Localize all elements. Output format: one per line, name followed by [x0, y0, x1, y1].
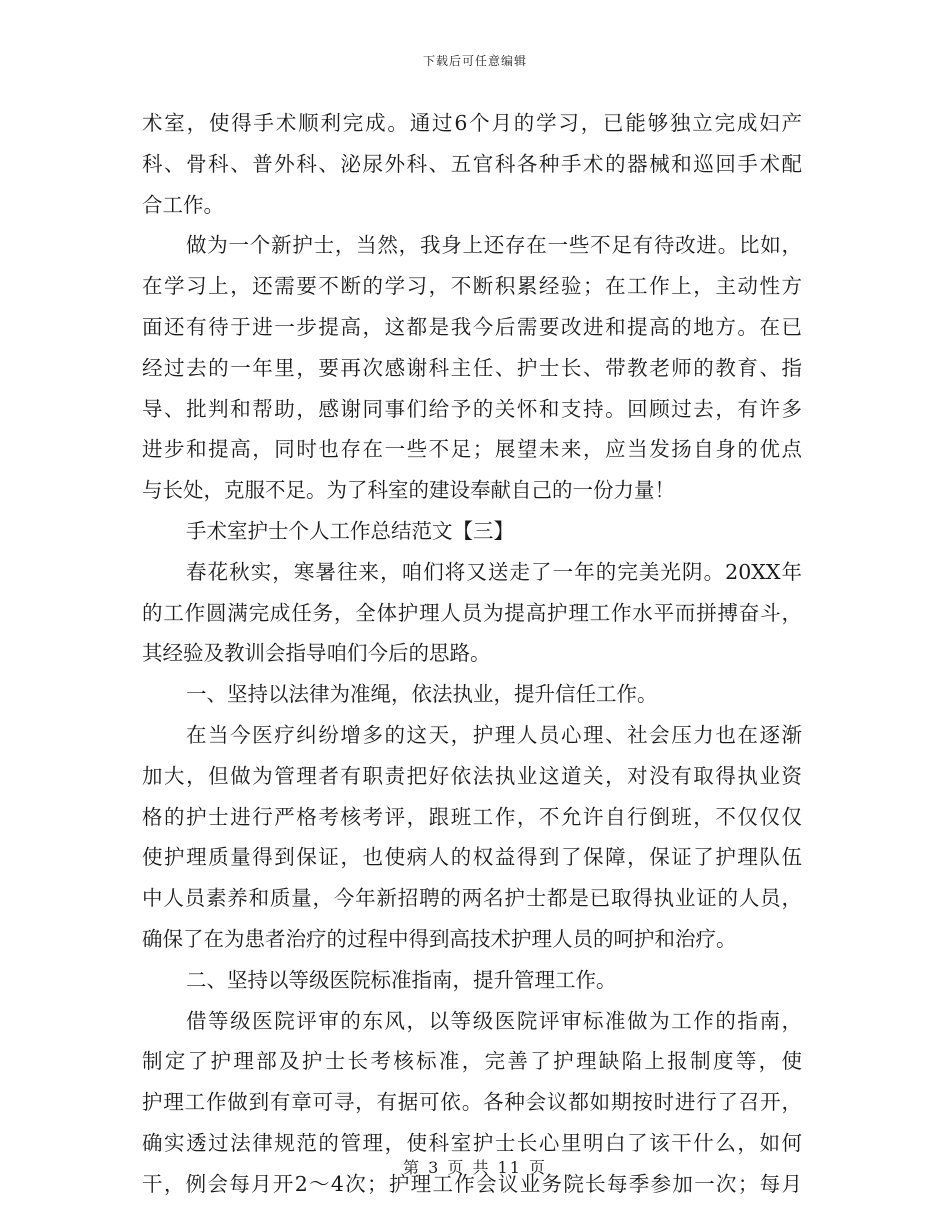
- body-text-line: 其经验及教训会指导咱们今后的思路。: [142, 641, 491, 666]
- body-text-line: 格的护士进行严格考核考评，跟班工作，不允许自行倒班，不仅仅仅: [142, 804, 802, 829]
- body-text-line: 的工作圆满完成任务，全体护理人员为提高护理工作水平而拼搏奋斗，: [142, 600, 802, 625]
- body-text-line: 中人员素养和质量，今年新招聘的两名护士都是已取得执业证的人员，: [142, 886, 802, 911]
- body-text-line: 二、坚持以等级医院标准指南，提升管理工作。: [186, 967, 617, 992]
- body-text-line: 与长处，克服不足。为了科室的建设奉献自己的一份力量！: [142, 478, 675, 503]
- body-text-line: 做为一个新护士，当然，我身上还存在一些不足有待改进。比如，: [186, 233, 802, 258]
- body-text-line: 一、坚持以法律为准绳，依法执业，提升信任工作。: [186, 682, 658, 707]
- body-text-line: 护理工作做到有章可寻，有据可依。各种会议都如期按时进行了召开，: [142, 1090, 802, 1115]
- body-text-line: 进步和提高，同时也存在一些不足；展望未来，应当发扬自身的优点: [142, 437, 802, 462]
- body-text-line: 科、骨科、普外科、泌尿外科、五官科各种手术的器械和巡回手术配: [142, 151, 802, 176]
- body-text-line: 在学习上，还需要不断的学习，不断积累经验；在工作上，主动性方: [142, 274, 802, 299]
- body-text-line: 春花秋实，寒暑往来，咱们将又送走了一年的完美光阴。20XX年: [186, 559, 802, 584]
- body-text-line: 使护理质量得到保证，也使病人的权益得到了保障，保证了护理队伍: [142, 845, 802, 870]
- body-text-line: 加大，但做为管理者有职责把好依法执业这道关，对没有取得执业资: [142, 763, 802, 788]
- body-text-line: 面还有待于进一步提高，这都是我今后需要改进和提高的地方。在已: [142, 314, 802, 339]
- body-text-line: 在当今医疗纠纷增多的这天，护理人员心理、社会压力也在逐渐: [186, 722, 802, 747]
- body-text-line: 确保了在为患者治疗的过程中得到高技术护理人员的呵护和治疗。: [142, 926, 737, 951]
- body-text-line: 确实透过法律规范的管理，使科室护士长心里明白了该干什么，如何: [142, 1130, 802, 1155]
- body-text-line: 制定了护理部及护士长考核标准，完善了护理缺陷上报制度等，使: [142, 1049, 802, 1074]
- body-text-line: 合工作。: [142, 192, 224, 217]
- body-text-line: 导、批判和帮助，感谢同事们给予的关怀和支持。回顾过去，有许多: [142, 396, 802, 421]
- page-number-footer: 第 3 页 共 11 页: [403, 1158, 547, 1177]
- body-text-line: 借等级医院评审的东风，以等级医院评审标准做为工作的指南，: [186, 1008, 802, 1033]
- body-text-line: 手术室护士个人工作总结范文【三】: [186, 518, 514, 543]
- body-text-line: 干，例会每月开2～4次；护理工作会议业务院长每季参加一次；每月: [142, 1171, 802, 1196]
- document-body: [142, 103, 802, 1205]
- body-text-line: 术室，使得手术顺利完成。通过6个月的学习，已能够独立完成妇产: [142, 111, 802, 135]
- page-header: 下载后可任意编辑: [422, 54, 527, 68]
- body-text-line: 经过去的一年里，要再次感谢科主任、护士长、带教老师的教育、指: [142, 355, 802, 380]
